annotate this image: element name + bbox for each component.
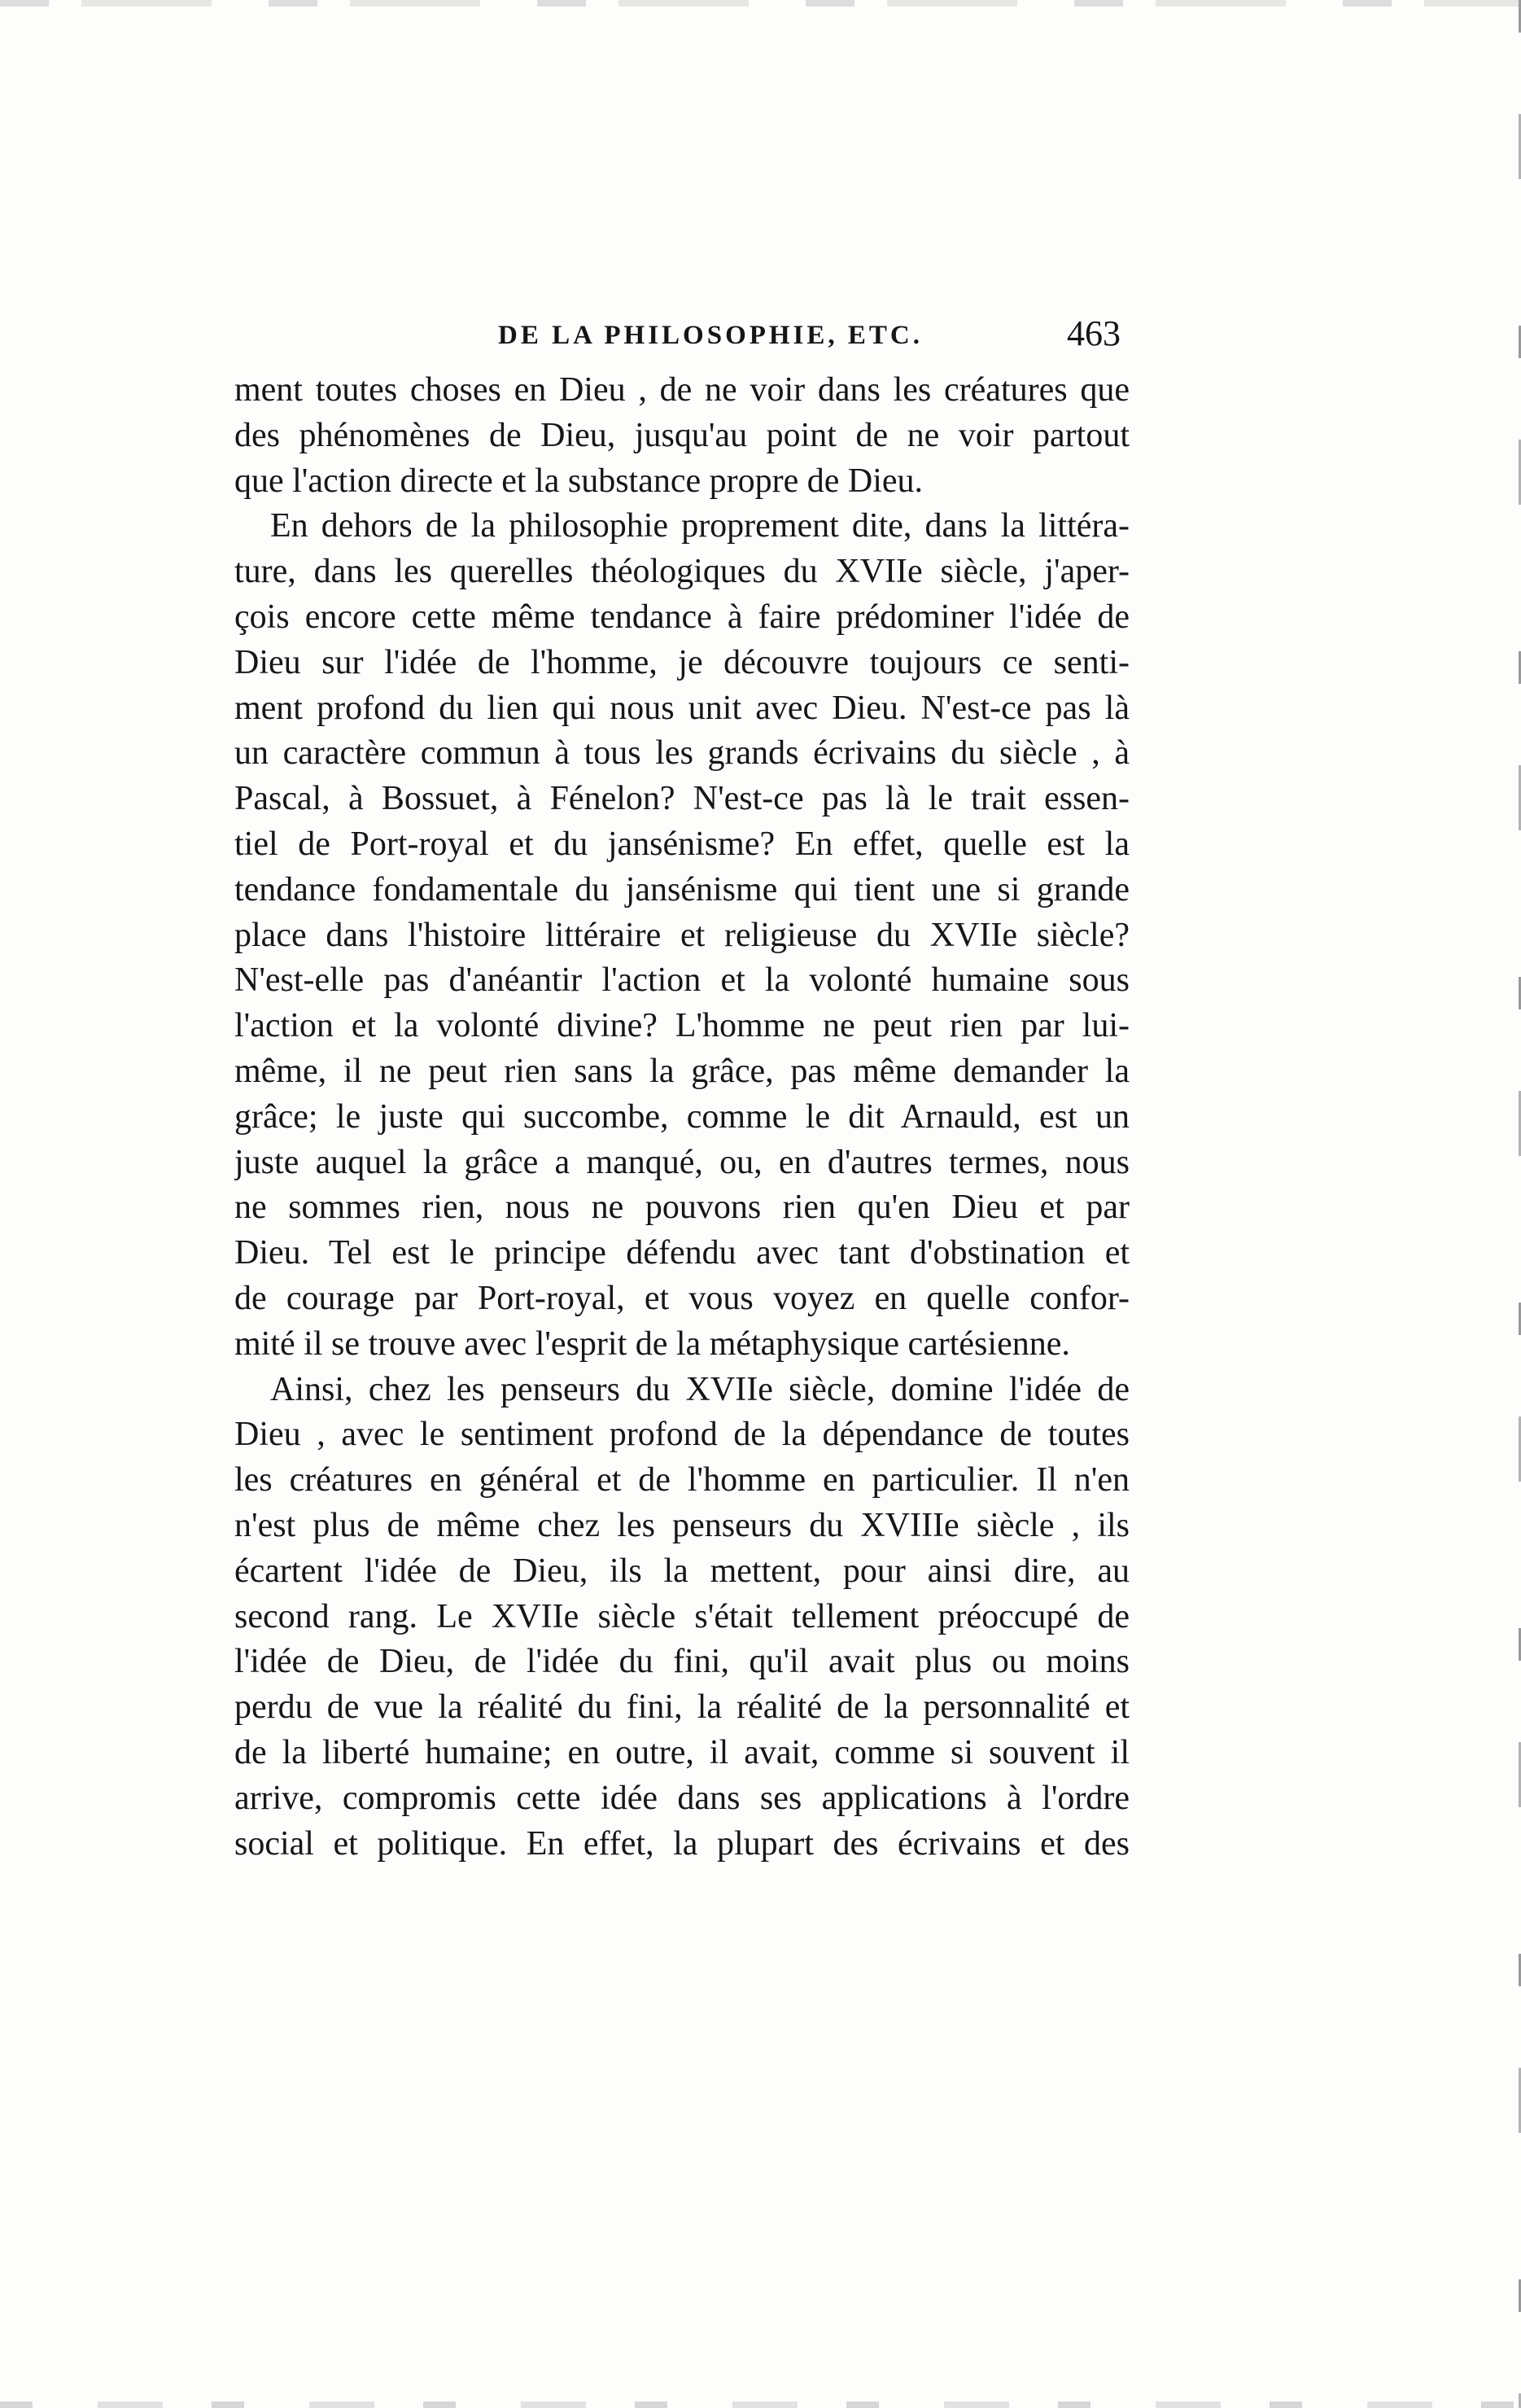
text-line: social et politique. En effet, la plupart des écrivains et des [234, 1824, 1130, 1863]
text-line: écartent l'idée de Dieu, ils la mettent, pour ainsi dire, au [234, 1552, 1130, 1590]
text-line: Ainsi, chez les penseurs du XVIIe siècle, domine l'idée de [270, 1370, 1130, 1408]
text-line: que l'action directe et la substance propre de Dieu. [234, 462, 924, 500]
text-line: juste auquel la grâce a manqué, ou, en d'autres termes, nous [234, 1143, 1130, 1181]
text-line: N'est-elle pas d'anéantir l'action et la volonté humaine sous [234, 961, 1130, 1000]
text-line: ment toutes choses en Dieu , de ne voir dans les créatures que [234, 371, 1130, 409]
text-line: l'idée de Dieu, de l'idée du fini, qu'il avait plus ou moins [234, 1643, 1130, 1681]
text-line: l'action et la volonté divine? L'homme ne peut rien par lui- [234, 1007, 1130, 1045]
running-title: DE LA PHILOSOPHIE, ETC. [498, 321, 924, 350]
text-line: arrive, compromis cette idée dans ses applications à l'ordre [234, 1779, 1130, 1817]
text-line: ment profond du lien qui nous unit avec Dieu. N'est-ce pas là [234, 689, 1130, 727]
text-line: tendance fondamentale du jansénisme qui tient une si grande [234, 870, 1130, 908]
text-line: ne sommes rien, nous ne pouvons rien qu'en Dieu et par [234, 1189, 1130, 1227]
text-line: les créatures en général et de l'homme en particulier. Il n'en [234, 1461, 1130, 1500]
text-line: de courage par Port-royal, et vous voyez en quelle confor- [234, 1279, 1130, 1317]
text-line: mité il se trouve avec l'esprit de la métaphysique cartésienne. [234, 1324, 1070, 1363]
text-line: second rang. Le XVIIe siècle s'était tellement préoccupé de [234, 1597, 1130, 1635]
text-line: perdu de vue la réalité du fini, la réalité de la personnalité et [234, 1688, 1130, 1727]
page-header [234, 313, 1130, 361]
text-line: de la liberté humaine; en outre, il avait, comme si souvent il [234, 1733, 1130, 1771]
page-number: 463 [1067, 313, 1121, 353]
text-line: un caractère commun à tous les grands écrivains du siècle , à [234, 734, 1130, 773]
text-line: tiel de Port-royal et du jansénisme? En effet, quelle est la [234, 825, 1130, 863]
text-line: ture, dans les querelles théologiques du XVIIe siècle, j'aper- [234, 553, 1130, 591]
text-line: grâce; le juste qui succombe, comme le dit Arnauld, est un [234, 1097, 1130, 1136]
scan-bottom-edge [0, 2401, 1521, 2408]
text-line: des phénomènes de Dieu, jusqu'au point de ne voir partout [234, 416, 1130, 454]
body-text [234, 368, 1130, 1867]
text-line: çois encore cette même tendance à faire prédominer l'idée de [234, 598, 1130, 636]
text-line: même, il ne peut rien sans la grâce, pas même demander la [234, 1052, 1130, 1090]
text-line: n'est plus de même chez les penseurs du XVIIIe siècle , ils [234, 1506, 1130, 1544]
text-line: place dans l'histoire littéraire et religieuse du XVIIe siècle? [234, 916, 1130, 954]
text-line: Dieu sur l'idée de l'homme, je découvre toujours ce senti- [234, 643, 1130, 681]
text-line: Dieu , avec le sentiment profond de la dépendance de toutes [234, 1416, 1130, 1454]
text-line: Pascal, à Bossuet, à Fénelon? N'est-ce pas là le trait essen- [234, 780, 1130, 818]
scan-top-edge [0, 0, 1521, 7]
text-line: En dehors de la philosophie proprement dite, dans la littéra- [270, 507, 1130, 545]
text-line: Dieu. Tel est le principe défendu avec tant d'obstination et [234, 1234, 1130, 1272]
